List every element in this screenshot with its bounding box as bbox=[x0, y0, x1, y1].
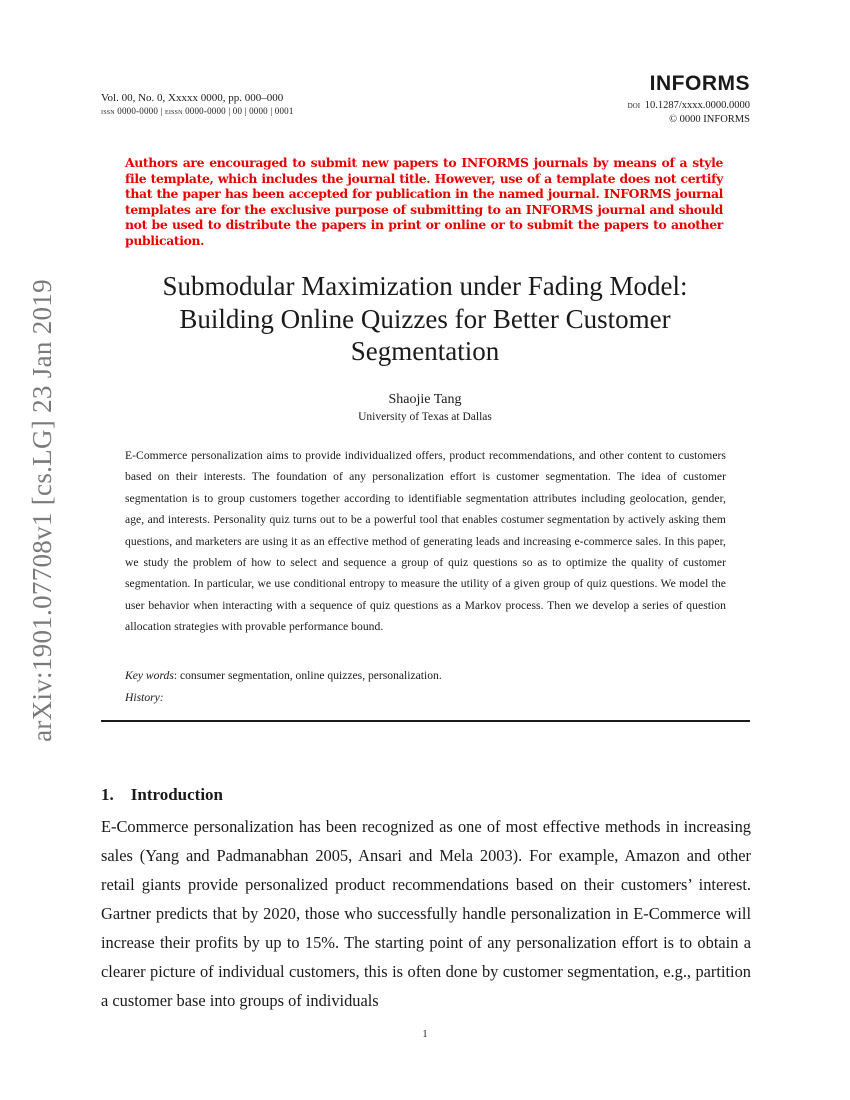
title-line-2: Building Online Quizzes for Better Customer bbox=[179, 303, 671, 334]
journal-header-left bbox=[101, 91, 294, 118]
history bbox=[125, 691, 164, 705]
abstract: E-Commerce personalization aims to provide individualized offers, product recommendations, and other content to customers based on their interests. The foundation of any personalization effort is customer segmentation. The idea of customer segmentation is to group customers together according to identifiable segmentation attributes including geolocation, gender, age, and interests. Personality quiz turns out to be a powerful tool that enables costumer segmentation by actively asking them questions, and marketers are using it as an effective method of generating leads and increasing e-commerce sales. In this paper, we study the problem of how to select and sequence a group of quiz questions so as to optimize the quality of customer segmentation. In particular, we use conditional entropy to measure the utility of a given group of quiz questions. We model the user behavior when interacting with a sequence of quiz questions as a Markov process. Then we develop a series of question allocation strategies with provable performance bound. bbox=[125, 449, 726, 634]
section-title: Introduction bbox=[130, 785, 224, 804]
copyright-line: © 0000 INFORMS bbox=[669, 114, 750, 125]
issn-line: issn 0000-0000 | eissn 0000-0000 | 00 | 0000 | 0001 bbox=[101, 106, 294, 116]
template-notice: Authors are encouraged to submit new papers to INFORMS journals by means of a style file template, which includes the journal title. However, use of a template does not certify that the paper has been accepted for publication in the named journal. INFORMS journal templates are for the exclusive purpose of submitting to an INFORMS journal and should not be used to distribute the papers in print or online or to submit the papers to another publication. bbox=[125, 155, 723, 248]
doi-value: 10.1287/xxxx.0000.0000 bbox=[644, 100, 750, 111]
journal-header-right bbox=[628, 72, 750, 126]
informs-logo: INFORMS bbox=[649, 72, 750, 95]
arxiv-identifier: arXiv:1901.07708v1 [cs.LG] 23 Jan 2019 bbox=[26, 278, 57, 742]
keywords-colon: : bbox=[173, 669, 180, 682]
keywords-text: consumer segmentation, online quizzes, personalization. bbox=[179, 669, 442, 682]
paper-title bbox=[100, 270, 750, 368]
author-name: Shaojie Tang bbox=[388, 392, 462, 407]
arxiv-stamp bbox=[22, 270, 62, 750]
doi-line bbox=[628, 99, 750, 113]
keywords-label: Key words bbox=[125, 669, 174, 682]
title-line-3: Segmentation bbox=[350, 336, 500, 366]
page-number: 1 bbox=[422, 1029, 428, 1040]
section-divider bbox=[101, 720, 750, 722]
volume-line: Vol. 00, No. 0, Xxxxx 0000, pp. 000–000 bbox=[101, 92, 284, 104]
history-colon: : bbox=[159, 691, 164, 704]
introduction-paragraph: E-Commerce personalization has been recognized as one of most effective methods in increasing sales (Yang and Padmanabhan 2005, Ansari and Mela 2003). For example, Amazon and other retail giants provide personalized product recommendations based on their customers’ interest. Gartner predicts that by 2020, those who successfully handle personalization in E-Commerce will increase their profits by up to 15%. The starting point of any personalization effort is to obtain a clearer picture of individual customers, this is often done by customer segmentation, e.g., partition a customer base into groups of individuals bbox=[101, 817, 751, 1010]
doi-label: doi bbox=[627, 101, 641, 111]
author-affiliation: University of Texas at Dallas bbox=[358, 411, 492, 423]
section-number: 1. bbox=[101, 785, 114, 804]
section-heading bbox=[101, 785, 223, 805]
keywords bbox=[125, 669, 725, 683]
title-line-1: Submodular Maximization under Fading Model: bbox=[162, 271, 688, 301]
history-label: History bbox=[125, 691, 160, 704]
